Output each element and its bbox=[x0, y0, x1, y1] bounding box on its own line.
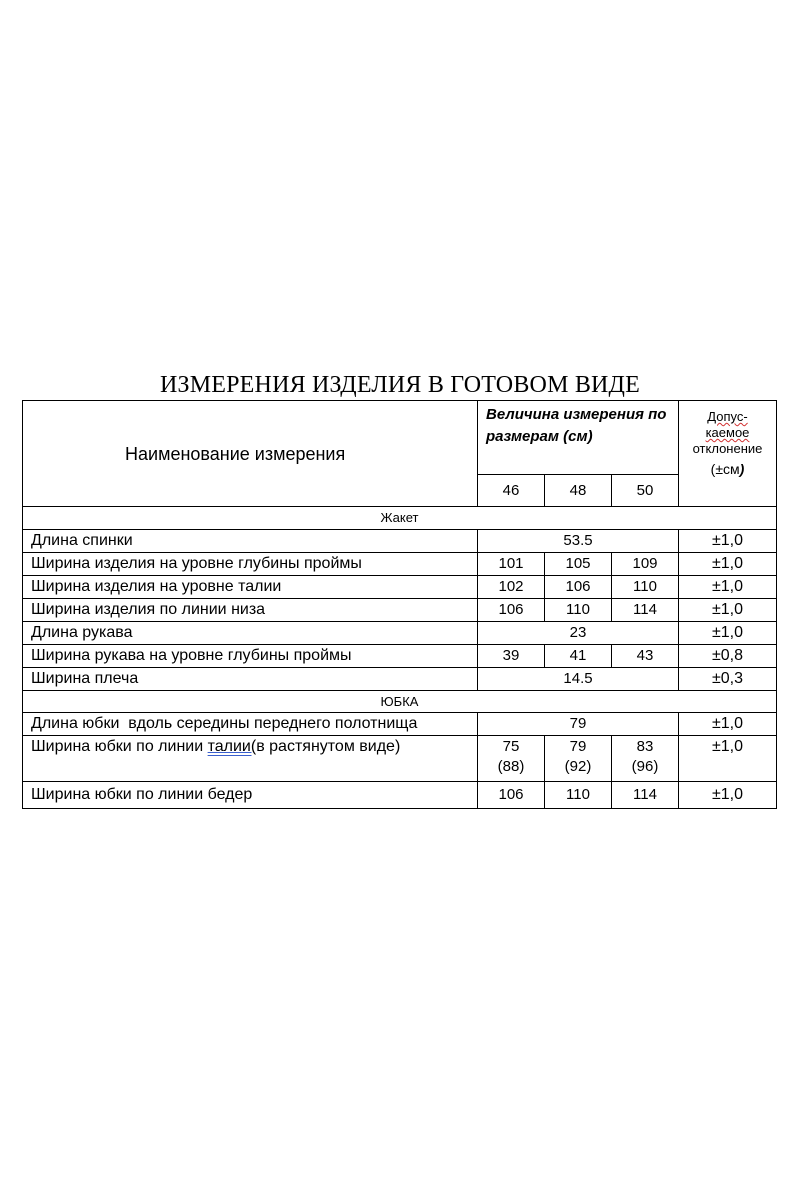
name-column-header: Наименование измерения bbox=[23, 401, 478, 507]
value-size-50: 110 bbox=[612, 576, 679, 599]
measurements-table bbox=[22, 400, 777, 809]
header-row bbox=[23, 401, 777, 475]
value-size-46: 106 bbox=[478, 599, 545, 622]
table-row bbox=[23, 736, 777, 782]
value-size-46: 102 bbox=[478, 576, 545, 599]
spell-underlined-word: талии( bbox=[207, 738, 257, 755]
value-size-48: 110 bbox=[545, 599, 612, 622]
table-row bbox=[23, 645, 777, 668]
value-size-48: 106 bbox=[545, 576, 612, 599]
tolerance-header-line3: отклонение bbox=[692, 441, 763, 456]
document-title: ИЗМЕРЕНИЯ ИЗДЕЛИЯ В ГОТОВОМ ВИДЕ bbox=[159, 372, 640, 398]
value-size-48: 110 bbox=[545, 782, 612, 809]
merged-value: 79 bbox=[478, 713, 679, 736]
table-row bbox=[23, 713, 777, 736]
table-row bbox=[23, 599, 777, 622]
merged-value: 23 bbox=[478, 622, 679, 645]
measurement-name: Ширина изделия на уровне талии bbox=[23, 576, 478, 599]
measurement-name: Ширина плеча bbox=[23, 668, 478, 691]
tolerance-value: ±1,0 bbox=[679, 736, 777, 782]
value-size-46: 39 bbox=[478, 645, 545, 668]
section-row-jacket bbox=[23, 507, 777, 530]
measurement-name: Ширина юбки по линии талии(в растянутом виде) bbox=[23, 736, 478, 782]
measurement-name: Длина юбки вдоль середины переднего полотнища bbox=[23, 713, 478, 736]
tolerance-value: ±1,0 bbox=[679, 530, 777, 553]
tolerance-header-line2: каемое bbox=[705, 425, 750, 440]
tolerance-value: ±0,8 bbox=[679, 645, 777, 668]
merged-value: 53.5 bbox=[478, 530, 679, 553]
size-50-header: 50 bbox=[612, 475, 679, 507]
value-size-46: 101 bbox=[478, 553, 545, 576]
value-size-46: 75 (88) bbox=[478, 736, 545, 782]
table-row bbox=[23, 622, 777, 645]
tolerance-value: ±1,0 bbox=[679, 622, 777, 645]
value-size-48: 105 bbox=[545, 553, 612, 576]
measurement-name: Длина рукава bbox=[23, 622, 478, 645]
section-row-skirt bbox=[23, 691, 777, 713]
table-row bbox=[23, 782, 777, 809]
tolerance-value: ±1,0 bbox=[679, 599, 777, 622]
measurement-name: Ширина изделия по линии низа bbox=[23, 599, 478, 622]
size-46-header: 46 bbox=[478, 475, 545, 507]
table-row bbox=[23, 668, 777, 691]
size-group-header: Величина измерения по размерам (см) bbox=[478, 401, 679, 475]
size-48-header: 48 bbox=[545, 475, 612, 507]
table-row bbox=[23, 530, 777, 553]
measurement-name: Ширина изделия на уровне глубины проймы bbox=[23, 553, 478, 576]
value-size-50: 43 bbox=[612, 645, 679, 668]
value-size-46: 106 bbox=[478, 782, 545, 809]
measurement-name: Ширина юбки по линии бедер bbox=[23, 782, 478, 809]
value-size-50: 109 bbox=[612, 553, 679, 576]
value-size-48: 79 (92) bbox=[545, 736, 612, 782]
value-size-50: 114 bbox=[612, 599, 679, 622]
value-size-48: 41 bbox=[545, 645, 612, 668]
tolerance-value: ±0,3 bbox=[679, 668, 777, 691]
section-title: ЮБКА bbox=[23, 691, 777, 713]
table-row bbox=[23, 553, 777, 576]
tolerance-value: ±1,0 bbox=[679, 713, 777, 736]
tolerance-value: ±1,0 bbox=[679, 576, 777, 599]
tolerance-column-header bbox=[679, 401, 777, 507]
tolerance-value: ±1,0 bbox=[679, 782, 777, 809]
table-row bbox=[23, 576, 777, 599]
measurement-name: Ширина рукава на уровне глубины проймы bbox=[23, 645, 478, 668]
tolerance-header-unit: (±см) bbox=[710, 461, 745, 477]
value-size-50: 83 (96) bbox=[612, 736, 679, 782]
section-title: Жакет bbox=[23, 507, 777, 530]
tolerance-header-line1: Допус- bbox=[707, 409, 748, 424]
merged-value: 14.5 bbox=[478, 668, 679, 691]
measurement-name: Длина спинки bbox=[23, 530, 478, 553]
value-size-50: 114 bbox=[612, 782, 679, 809]
tolerance-value: ±1,0 bbox=[679, 553, 777, 576]
